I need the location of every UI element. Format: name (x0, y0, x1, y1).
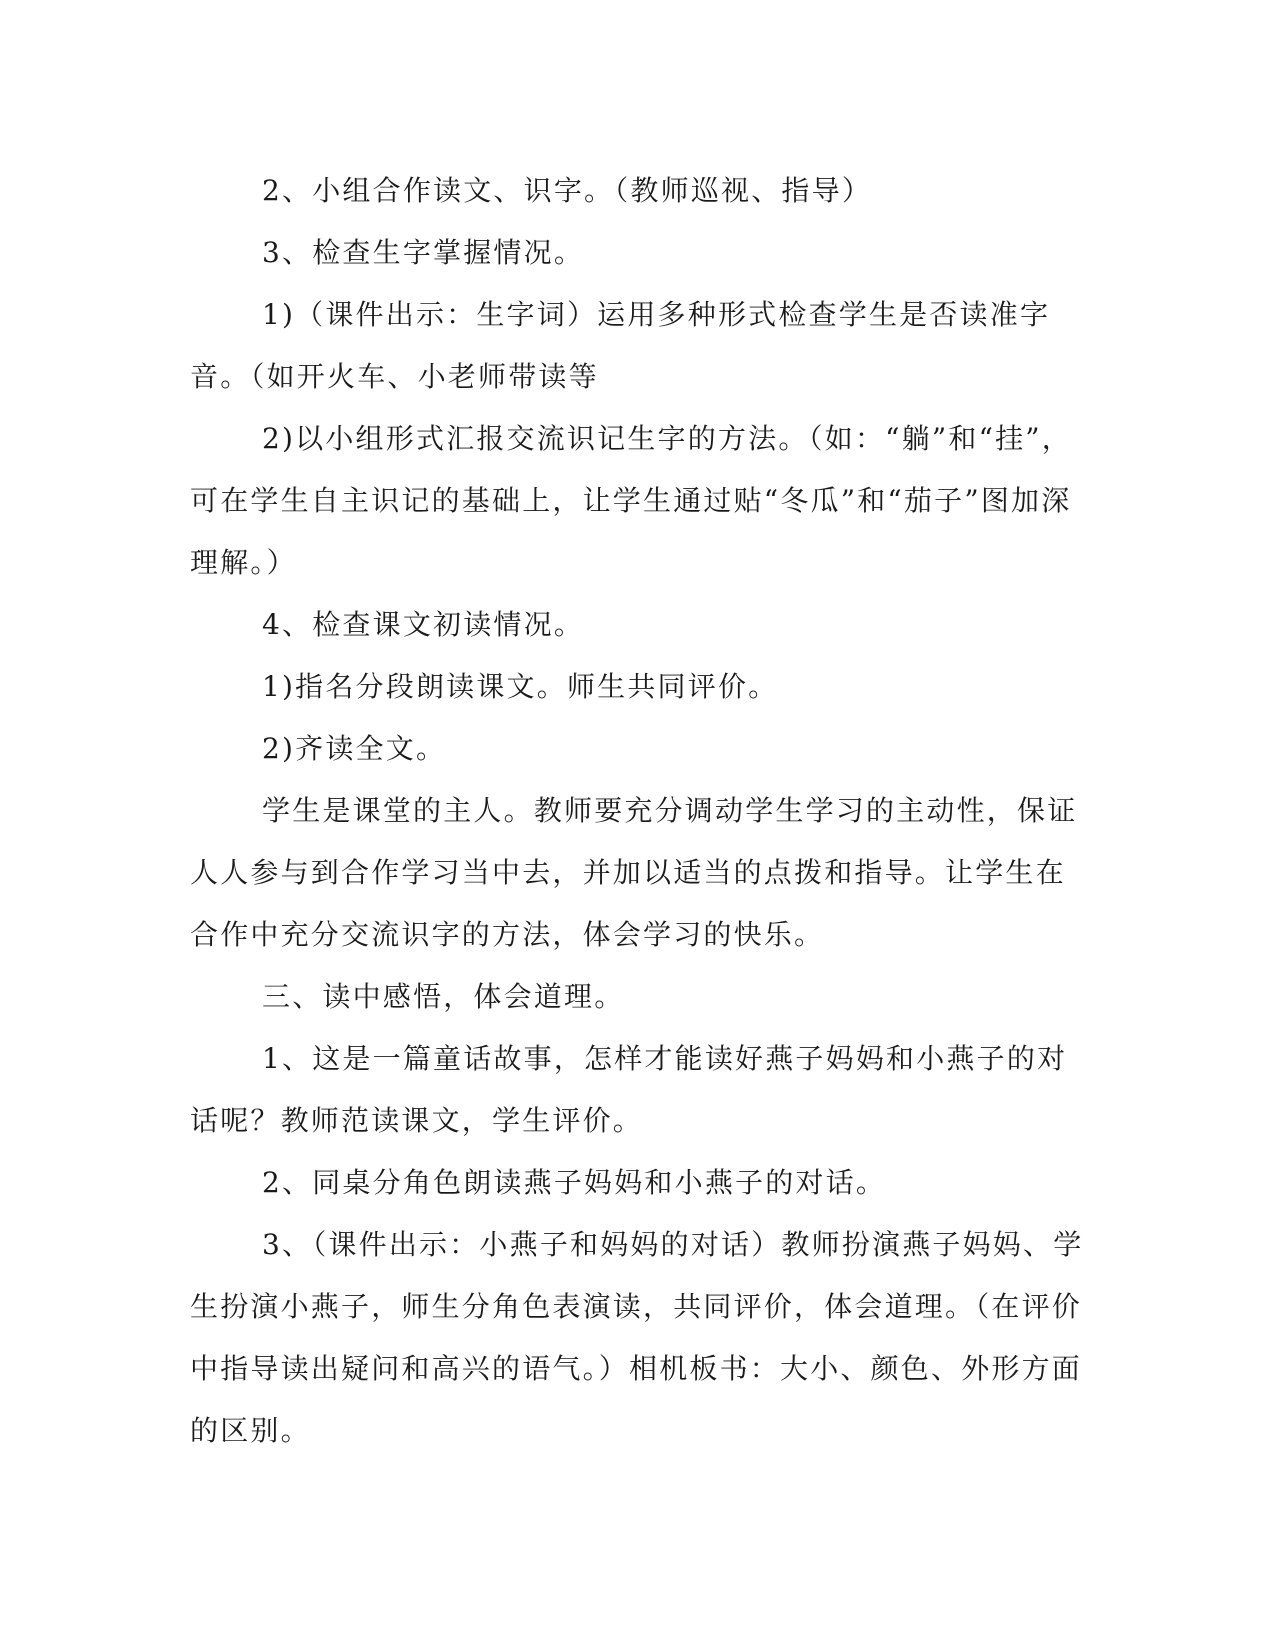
paragraph-check-pronunciation: 1)（课件出示：生字词）运用多种形式检查学生是否读准字音。（如开火车、小老师带读等 (190, 298, 1051, 393)
paragraph-performance-reading: 3、（课件出示：小燕子和妈妈的对话）教师扮演燕子妈妈、学生扮演小燕子，师生分角色表演读，共同评价，体会道理。（在评价中指导读出疑问和高兴的语气。）相机板书：大小、颜色、外形方面的区别。 (190, 1228, 1084, 1447)
document-body (190, 160, 1085, 1462)
paragraph-heading-three: 三、读中感悟，体会道理。 (262, 980, 625, 1013)
paragraph-section-reading: 1)指名分段朗读课文。师生共同评价。 (262, 670, 779, 703)
paragraph-fairy-tale: 1、这是一篇童话故事，怎样才能读好燕子妈妈和小燕子的对话呢？教师范读课文，学生评价。 (190, 1042, 1068, 1137)
paragraph-read-all: 2)齐读全文。 (262, 732, 447, 765)
paragraph-group-reading: 2、小组合作读文、识字。（教师巡视、指导） (262, 174, 873, 207)
paragraph-check-reading: 4、检查课文初读情况。 (262, 608, 585, 641)
paragraph-check-characters: 3、检查生字掌握情况。 (262, 236, 585, 269)
paragraph-student-centered: 学生是课堂的主人。教师要充分调动学生学习的主动性，保证人人参与到合作学习当中去，并加以适当的点拨和指导。让学生在合作中充分交流识字的方法，体会学习的快乐。 (190, 794, 1078, 951)
paragraph-report-methods: 2)以小组形式汇报交流识记生字的方法。（如：“躺”和“挂”，可在学生自主识记的基础上，让学生通过贴“冬瓜”和“茄子”图加深理解。） (190, 422, 1072, 579)
paragraph-role-reading: 2、同桌分角色朗读燕子妈妈和小燕子的对话。 (262, 1166, 887, 1199)
